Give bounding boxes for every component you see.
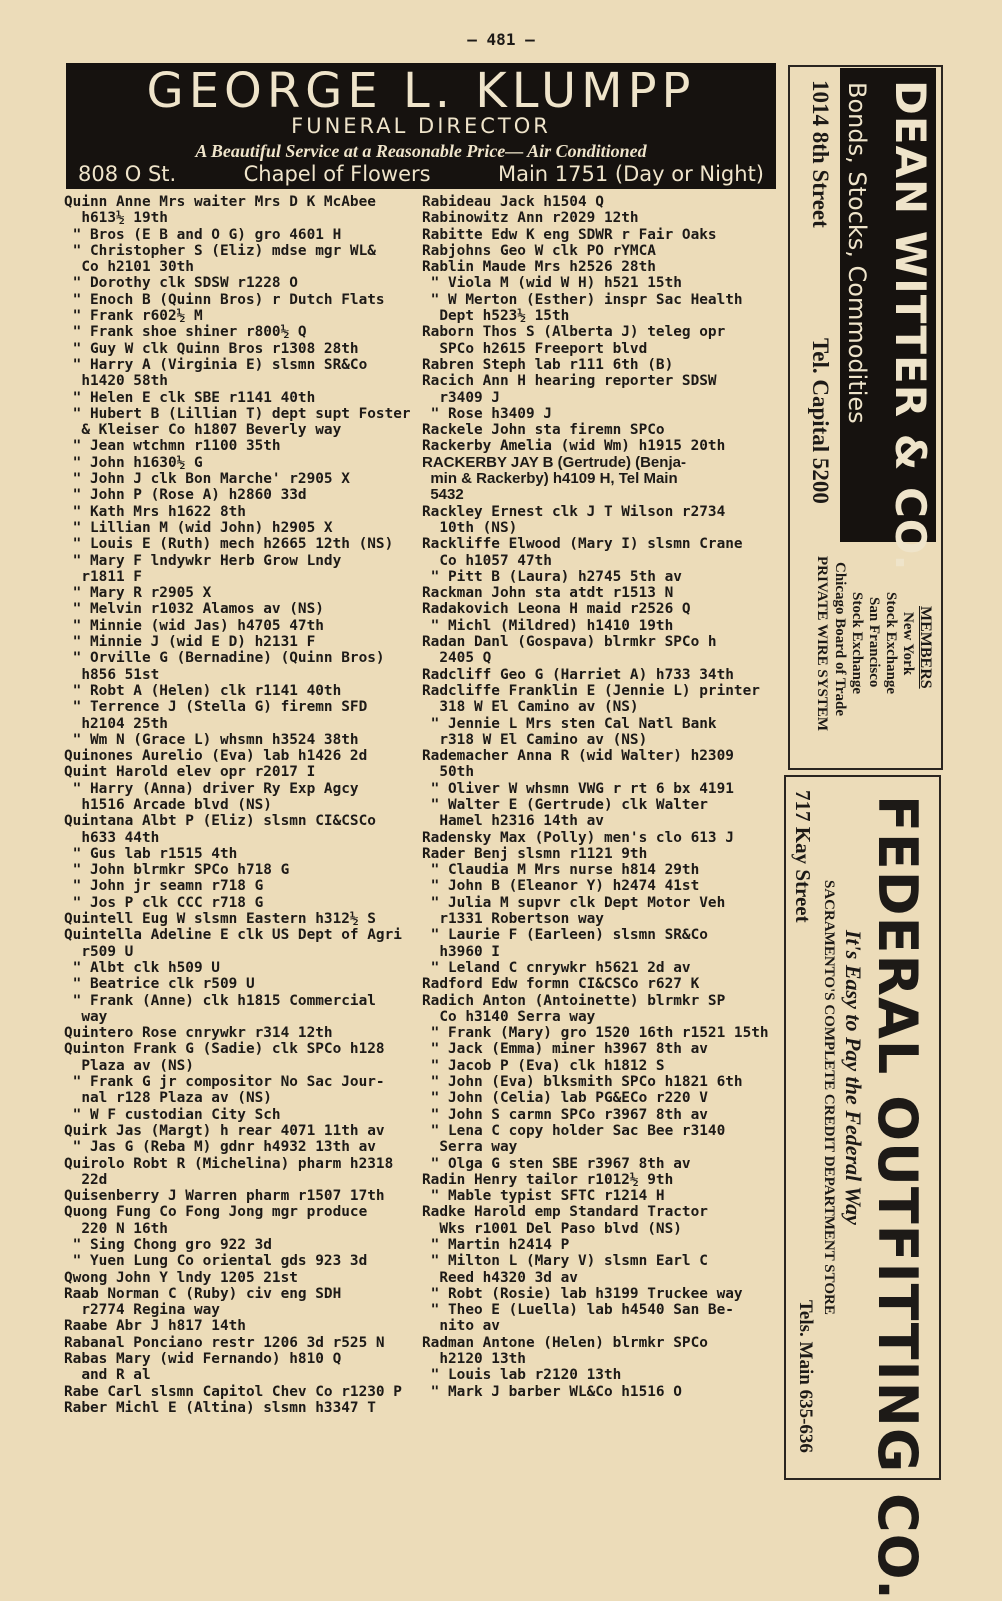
directory-entry-line: Radan Danl (Gospava) blrmkr SPCo h — [422, 634, 717, 651]
directory-entry-line: " Rose h3409 J — [422, 405, 552, 422]
directory-entry-line: " Frank r602½ M — [64, 308, 203, 325]
klumpp-contact-line — [78, 161, 764, 187]
directory-entry-line: Raber Michl E (Altina) slsmn h3347 T — [64, 1399, 376, 1416]
directory-entry-line: Qwong John Y lndy 1205 21st — [64, 1269, 298, 1286]
directory-entry-line: Radin Henry tailor r1012½ 9th — [422, 1171, 674, 1188]
directory-entry-line: Radke Harold emp Standard Tractor — [422, 1204, 708, 1221]
directory-entry-line: " John blrmkr SPCo h718 G — [64, 862, 290, 879]
directory-entry-line: Radich Anton (Antoinette) blrmkr SP — [422, 992, 726, 1009]
directory-entry-line: Rademacher Anna R (wid Walter) h2309 — [422, 748, 734, 765]
directory-entry-line: 10th (NS) — [422, 519, 518, 536]
directory-entry-line: Rackele John sta firemn SPCo — [422, 422, 665, 439]
directory-entry-line: h633 44th — [64, 829, 160, 846]
directory-entry-line: " Mary F lndywkr Herb Grow Lndy — [64, 552, 342, 569]
klumpp-chapel: Chapel of Flowers — [243, 162, 431, 186]
directory-entry-line: " Harry A (Virginia E) slsmn SR&Co — [64, 356, 368, 373]
directory-entry-line: h1516 Arcade blvd (NS) — [64, 796, 272, 813]
directory-entry-line: " John (Eva) blksmith SPCo h1821 6th — [422, 1074, 743, 1091]
directory-entry-line: " Bros (E B and O G) gro 4601 H — [64, 226, 342, 243]
federal-tagline: SACRAMENTO'S COMPLETE CREDIT DEPARTMENT STORE — [821, 880, 837, 1315]
directory-entry-line: Wks r1001 Del Paso blvd (NS) — [422, 1220, 682, 1237]
directory-entry-line: " Yuen Lung Co oriental gds 923 3d — [64, 1253, 368, 1270]
directory-entry-line: " Louis lab r2120 13th — [422, 1367, 622, 1384]
directory-entry-line: " Viola M (wid W H) h521 15th — [422, 275, 682, 292]
page-number: — 481 — — [467, 30, 535, 49]
directory-entry-line: 2405 Q — [422, 650, 492, 667]
directory-entry-line: and R al — [64, 1367, 151, 1384]
klumpp-slogan: A Beautiful Service at a Reasonable Price— Air Conditioned — [195, 141, 647, 161]
directory-entry-line: Quinn Anne Mrs waiter Mrs D K McAbee — [64, 194, 376, 210]
directory-entry-line: " Melvin r1032 Alamos av (NS) — [64, 601, 324, 618]
directory-entry-line: " Louis E (Ruth) mech h2665 12th (NS) — [64, 536, 394, 553]
directory-entry-line: r3409 J — [422, 389, 500, 406]
dean-witter-member-ny: New York — [900, 612, 916, 676]
directory-entry-line: Rablin Maude Mrs h2526 28th — [422, 259, 656, 276]
directory-entry-line: nal r128 Plaza av (NS) — [64, 1090, 272, 1107]
dean-witter-member-sf: San Francisco — [866, 597, 882, 688]
directory-entry-line: " Robt (Rosie) lab h3199 Truckee way — [422, 1285, 743, 1302]
directory-entry-line: " Pitt B (Laura) h2745 5th av — [422, 568, 682, 585]
directory-entry-line: " Jack (Emma) miner h3967 8th av — [422, 1041, 708, 1058]
directory-entry-line: " Minnie (wid Jas) h4705 47th — [64, 617, 324, 634]
directory-entry-line: " Enoch B (Quinn Bros) r Dutch Flats — [64, 291, 385, 308]
directory-entry-line: Rabas Mary (wid Fernando) h810 Q — [64, 1351, 342, 1368]
directory-entry-line: 318 W El Camino av (NS) — [422, 699, 639, 716]
federal-phone: Tels. Main 635-636 — [795, 1300, 816, 1453]
directory-entry-line: way — [64, 1008, 108, 1025]
directory-entry-line: h1420 58th — [64, 373, 168, 390]
directory-entry-line: " Frank shoe shiner r800½ Q — [64, 324, 307, 341]
directory-entry-line: h3960 I — [422, 943, 500, 960]
directory-entry-line: " Minnie J (wid E D) h2131 F — [64, 634, 316, 651]
federal-name: FEDERAL OUTFITTING CO. — [866, 795, 929, 1601]
directory-entry-line: " Jas G (Reba M) gdnr h4932 13th av — [64, 1139, 376, 1156]
directory-entry-line: 5432 — [422, 486, 464, 504]
directory-entry-line: nito av — [422, 1318, 500, 1335]
directory-entry-line: " Frank G jr compositor No Sac Jour- — [64, 1074, 385, 1091]
directory-entry-line: min & Rackerby) h4109 H, Tel Main — [422, 470, 678, 488]
directory-entry-line: 220 N 16th — [64, 1220, 168, 1237]
directory-entry-line: Radcliff Geo G (Harriet A) h733 34th — [422, 666, 734, 683]
directory-entry-line: " Jacob P (Eva) clk h1812 S — [422, 1057, 665, 1074]
directory-entry-line: " Martin h2414 P — [422, 1237, 570, 1253]
directory-entry-line: Plaza av (NS) — [64, 1057, 194, 1074]
federal-address: 717 Kay Street — [791, 790, 815, 923]
directory-entry-line: Raabe Abr J h817 14th — [64, 1318, 246, 1335]
directory-entry-line: " John (Celia) lab PG&ECo r220 V — [422, 1090, 708, 1107]
directory-entry-line: r2774 Regina way — [64, 1302, 220, 1319]
directory-entry-line: " John J clk Bon Marche' r2905 X — [64, 471, 350, 488]
directory-entry-line: Racich Ann H hearing reporter SDSW — [422, 373, 717, 390]
directory-entry-line: Raborn Thos S (Alberta J) teleg opr — [422, 324, 726, 341]
directory-entry-line: " John P (Rose A) h2860 33d — [64, 487, 307, 504]
directory-entry-line: Quinones Aurelio (Eva) lab h1426 2d — [64, 748, 368, 765]
dean-witter-tagline: Bonds, Stocks, Commodities — [843, 82, 871, 424]
directory-entry-line: Rabren Steph lab r111 6th (B) — [422, 356, 674, 373]
directory-entry-line: Rabitte Edw K eng SDWR r Fair Oaks — [422, 226, 717, 243]
directory-entry-line: " Hubert B (Lillian T) dept supt Foster — [64, 405, 411, 422]
directory-entry-line: Quirk Jas (Margt) h rear 4071 11th av — [64, 1122, 385, 1139]
directory-entry-line: " Guy W clk Quinn Bros r1308 28th — [64, 340, 359, 357]
directory-entry-line: Radcliffe Franklin E (Jennie L) printer — [422, 682, 760, 699]
directory-entry-line: Quintana Albt P (Eliz) slsmn CI&CSCo — [64, 813, 376, 830]
dean-witter-name: DEAN WITTER & CO. — [886, 80, 935, 572]
directory-entry-line: " Mary R r2905 X — [64, 585, 212, 602]
directory-entry-line: " John S carmn SPCo r3967 8th av — [422, 1106, 708, 1123]
directory-entry-line: Quint Harold elev opr r2017 I — [64, 764, 316, 781]
directory-entry-line: " Christopher S (Eliz) mdse mgr WL& — [64, 242, 376, 259]
directory-entry-line: 22d — [64, 1171, 108, 1188]
directory-entry-line: " Oliver W whsmn VWG r rt 6 bx 4191 — [422, 780, 734, 797]
directory-entry-line: & Kleiser Co h1807 Beverly way — [64, 422, 342, 439]
directory-entry-line: " Albt clk h509 U — [64, 959, 220, 976]
directory-entry-line: h856 51st — [64, 666, 160, 683]
directory-entry-line: Quinton Frank G (Sadie) clk SPCo h128 — [64, 1041, 385, 1058]
directory-entry-line: " Frank (Mary) gro 1520 16th r1521 15th — [422, 1025, 769, 1042]
directory-entry-line: " W F custodian City Sch — [64, 1106, 281, 1123]
klumpp-phone: Main 1751 (Day or Night) — [497, 162, 764, 186]
directory-entry-line: Radford Edw formn CI&CSCo r627 K — [422, 976, 700, 993]
directory-entry-line: Quisenberry J Warren pharm r1507 17th — [64, 1188, 385, 1205]
directory-entry-line: Quintella Adeline E clk US Dept of Agri — [64, 927, 402, 944]
directory-entry-line: Quirolo Robt R (Michelina) pharm h2318 — [64, 1155, 394, 1172]
klumpp-address: 808 O St. — [78, 162, 177, 186]
directory-entry-line: Co h1057 47th — [422, 552, 552, 569]
dean-witter-phone: Tel. Capital 5200 — [808, 338, 833, 504]
directory-entry-line: SPCo h2615 Freeport blvd — [422, 340, 648, 357]
directory-entry-line: " Julia M supvr clk Dept Motor Veh — [422, 894, 726, 911]
directory-entry-line: " Frank (Anne) clk h1815 Commercial — [64, 992, 376, 1009]
directory-entry-line: Co h3140 Serra way — [422, 1008, 596, 1025]
directory-entry-line: Radman Antone (Helen) blrmkr SPCo — [422, 1334, 708, 1351]
klumpp-title: FUNERAL DIRECTOR — [291, 114, 551, 138]
directory-entry-line: " Claudia M Mrs nurse h814 29th — [422, 862, 700, 879]
federal-slogan: It's Easy to Pay the Federal Way — [841, 930, 866, 1225]
directory-entry-line: Quintero Rose cnrywkr r314 12th — [64, 1025, 333, 1042]
directory-entry-line: Rackliffe Elwood (Mary I) slsmn Crane — [422, 536, 743, 553]
directory-entry-line: Co h2101 30th — [64, 259, 194, 276]
directory-entry-line: " Lillian M (wid John) h2905 X — [64, 519, 333, 536]
directory-entry-line: " Kath Mrs h1622 8th — [64, 503, 246, 520]
directory-entry-line: " John jr seamn r718 G — [64, 878, 264, 895]
directory-entry-line: r1331 Robertson way — [422, 911, 604, 928]
directory-entry-line: h613½ 19th — [64, 210, 168, 227]
dean-witter-address: 1014 8th Street — [808, 80, 833, 228]
directory-entry-line: " Jos P clk CCC r718 G — [64, 894, 264, 911]
directory-entry-line: h2104 25th — [64, 715, 168, 732]
directory-entry-line: Quintell Eug W slsmn Eastern h312½ S — [64, 911, 376, 928]
directory-entry-line: Radensky Max (Polly) men's clo 613 J — [422, 829, 734, 846]
directory-entry-line: Quong Fung Co Fong Jong mgr produce — [64, 1204, 368, 1221]
directory-entry-line: " Theo E (Luella) lab h4540 San Be- — [422, 1302, 734, 1319]
directory-entry-line: h2120 13th — [422, 1351, 526, 1368]
dean-witter-member-chicago: Chicago Board of Trade — [832, 562, 848, 717]
directory-entry-line: " Michl (Mildred) h1410 19th — [422, 617, 674, 634]
directory-entry-line: " Leland C cnrywkr h5621 2d av — [422, 959, 691, 976]
directory-entry-line: " Mark J barber WL&Co h1516 O — [422, 1383, 682, 1400]
directory-entry-line: 50th — [422, 764, 474, 781]
klumpp-funeral-ad — [66, 63, 776, 189]
directory-entry-line: RACKERBY JAY B (Gertrude) (Benja- — [422, 453, 686, 471]
directory-entry-line: Raab Norman C (Ruby) civ eng SDH — [64, 1285, 342, 1302]
directory-entry-line: " Jennie L Mrs sten Cal Natl Bank — [422, 715, 717, 732]
directory-entry-line: " Jean wtchmn r1100 35th — [64, 438, 281, 455]
directory-entry-line: " Olga G sten SBE r3967 8th av — [422, 1155, 691, 1172]
directory-entry-line: Rabjohns Geo W clk PO rYMCA — [422, 242, 656, 259]
directory-entry-line: " Dorothy clk SDSW r1228 O — [64, 275, 298, 292]
directory-entry-line: " Wm N (Grace L) whsmn h3524 38th — [64, 731, 359, 748]
klumpp-name: GEORGE L. KLUMPP — [146, 63, 696, 119]
directory-entry-line: Dept h523½ 15th — [422, 308, 570, 325]
directory-column-left — [64, 194, 420, 1416]
directory-entry-line: " W Merton (Esther) inspr Sac Health — [422, 291, 743, 308]
directory-entry-line: r509 U — [64, 943, 134, 960]
directory-entry-line: Hamel h2316 14th av — [422, 813, 604, 830]
directory-entry-line: " Sing Chong gro 922 3d — [64, 1237, 272, 1253]
directory-entry-line: " Lena C copy holder Sac Bee r3140 — [422, 1122, 726, 1139]
directory-entry-line: Rackman John sta atdt r1513 N — [422, 585, 674, 602]
directory-entry-line: Reed h4320 3d av — [422, 1269, 578, 1286]
directory-entry-line: " Mable typist SFTC r1214 H — [422, 1188, 665, 1205]
directory-entry-line: " Gus lab r1515 4th — [64, 845, 238, 862]
directory-entry-line: " Orville G (Bernadine) (Quinn Bros) — [64, 650, 385, 667]
directory-entry-line: " Walter E (Gertrude) clk Walter — [422, 796, 708, 813]
dean-witter-member-ny-exchange: Stock Exchange — [883, 592, 899, 695]
directory-entry-line: Rackley Ernest clk J T Wilson r2734 — [422, 503, 726, 520]
directory-entry-line: Radakovich Leona H maid r2526 Q — [422, 601, 691, 618]
directory-entry-line: Rader Benj slsmn r1121 9th — [422, 845, 648, 862]
directory-entry-line: Rabanal Ponciano restr 1206 3d r525 N — [64, 1334, 385, 1351]
directory-entry-line: Rackerby Amelia (wid Wm) h1915 20th — [422, 438, 726, 455]
directory-entry-line: Rabideau Jack h1504 Q — [422, 194, 604, 210]
directory-entry-line: " Robt A (Helen) clk r1141 40th — [64, 682, 342, 699]
directory-entry-line: " Harry (Anna) driver Ry Exp Agcy — [64, 780, 359, 797]
directory-entry-line: r318 W El Camino av (NS) — [422, 731, 648, 748]
directory-entry-line: " Terrence J (Stella G) firemn SFD — [64, 699, 368, 716]
directory-entry-line: Serra way — [422, 1139, 518, 1156]
directory-entry-line: " Laurie F (Earleen) slsmn SR&Co — [422, 927, 708, 944]
directory-column-right — [422, 194, 782, 1400]
directory-entry-line: r1811 F — [64, 568, 142, 585]
directory-entry-line: Rabinowitz Ann r2029 12th — [422, 210, 639, 227]
directory-entry-line: Rabe Carl slsmn Capitol Chev Co r1230 P — [64, 1383, 402, 1400]
directory-entry-line: " John h1630½ G — [64, 454, 203, 471]
directory-entry-line: " Beatrice clk r509 U — [64, 976, 255, 993]
dean-witter-member-sf-exchange: Stock Exchange — [849, 592, 865, 695]
directory-entry-line: " Helen E clk SBE r1141 40th — [64, 389, 316, 406]
directory-entry-line: " John B (Eleanor Y) h2474 41st — [422, 878, 700, 895]
directory-entry-line: " Milton L (Mary V) slsmn Earl C — [422, 1253, 708, 1270]
dean-witter-members-heading: MEMBERS — [917, 606, 934, 689]
dean-witter-private-wire: PRIVATE WIRE SYSTEM — [814, 556, 830, 732]
